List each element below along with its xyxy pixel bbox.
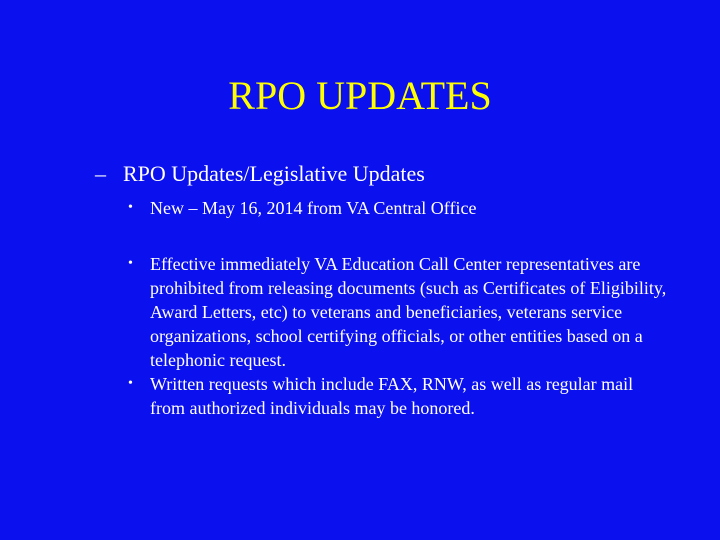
dash-marker: –	[95, 161, 106, 186]
bullet-item	[128, 196, 668, 220]
bullet-group-2	[128, 252, 668, 420]
bullet-item	[128, 372, 668, 420]
subheading	[95, 160, 425, 188]
subheading-text: RPO Updates/Legislative Updates	[123, 161, 425, 186]
slide-title: RPO UPDATES	[228, 73, 492, 118]
bullet-text: Effective immediately VA Education Call Center representatives are prohibited from releasing documents (such as Certificates of Eligibility, Award Letters, etc) to veterans and beneficiaries, veterans service organizations, school certifying officials, or other entities based on a telephonic request.	[150, 254, 667, 370]
bullet-item	[128, 252, 668, 372]
bullet-text: Written requests which include FAX, RNW, as well as regular mail from authorized individuals may be honored.	[150, 374, 634, 418]
bullet-marker: •	[128, 376, 133, 391]
bullet-marker: •	[128, 200, 133, 215]
bullet-marker: •	[128, 256, 133, 271]
bullet-text: New – May 16, 2014 from VA Central Office	[150, 198, 477, 218]
bullet-group-1	[128, 196, 668, 220]
